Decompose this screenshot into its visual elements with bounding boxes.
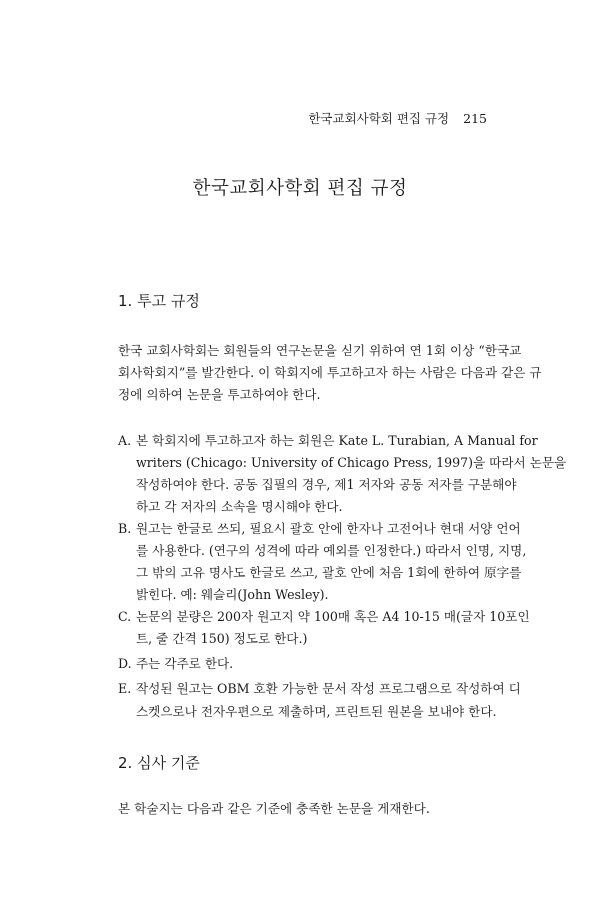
item-b-letter: B. xyxy=(118,521,132,536)
section-2-heading: 2. 심사 기준 xyxy=(118,754,200,772)
item-b-line: 원고는 한글로 쓰되, 필요시 괄호 안에 한자나 고전어나 현대 서양 언어 xyxy=(136,521,521,536)
item-e-letter: E. xyxy=(118,681,132,696)
item-a-line: 하고 각 저자의 소속을 명시해야 한다. xyxy=(136,499,343,514)
section-2-line: 본 학술지는 다음과 같은 기준에 충족한 논문을 게재한다. xyxy=(118,801,430,816)
item-a-letter: A. xyxy=(118,433,132,448)
item-c-letter: C. xyxy=(118,609,132,624)
item-a-line: 작성하여야 한다. 공동 집필의 경우, 제1 저자와 공동 저자를 구분해야 xyxy=(136,477,517,492)
item-e-line: 작성된 원고는 OBM 호환 가능한 문서 작성 프로그램으로 작성하여 디 xyxy=(136,681,521,696)
page-number: 215 xyxy=(463,111,487,126)
item-a-line: writers (Chicago: University of Chicago Press, 1997)을 따라서 논문을 xyxy=(136,455,567,470)
item-a-line: 본 학회지에 투고하고자 하는 회원은 Kate L. Turabian, A Manual for xyxy=(136,433,538,448)
section-1-heading: 1. 투고 규정 xyxy=(118,292,200,310)
item-c-line: 논문의 분량은 200자 원고지 약 100매 혹은 A4 10-15 매(글자 10포인 xyxy=(136,609,530,624)
item-b-line: 를 사용한다. (연구의 성격에 따라 예외를 인정한다.) 따라서 인명, 지명, xyxy=(136,543,527,558)
running-head xyxy=(308,109,487,127)
item-e-line: 스켓으로나 전자우편으로 제출하며, 프린트된 원본을 보내야 한다. xyxy=(136,704,497,719)
item-d-line: 주는 각주로 한다. xyxy=(136,656,234,671)
intro-line: 한국 교회사학회는 회원들의 연구논문을 싣기 위하여 연 1회 이상 “한국교 xyxy=(118,343,522,358)
page-title: 한국교회사학회 편집 규정 xyxy=(192,178,408,199)
running-head-title: 한국교회사학회 편집 규정 xyxy=(308,111,450,126)
item-d-letter: D. xyxy=(118,656,132,671)
intro-line: 회사학회지”를 발간한다. 이 학회지에 투고하고자 하는 사람은 다음과 같은 규 xyxy=(118,365,542,380)
item-b-line: 그 밖의 고유 명사도 한글로 쓰고, 괄호 안에 처음 1회에 한하여 原字를 xyxy=(136,565,522,580)
item-b-line: 밝힌다. 예: 웨슬리(John Wesley). xyxy=(136,587,329,602)
item-c-line: 트, 줄 간격 150) 정도로 한다.) xyxy=(136,631,308,646)
intro-line: 정에 의하여 논문을 투고하여야 한다. xyxy=(118,387,321,402)
